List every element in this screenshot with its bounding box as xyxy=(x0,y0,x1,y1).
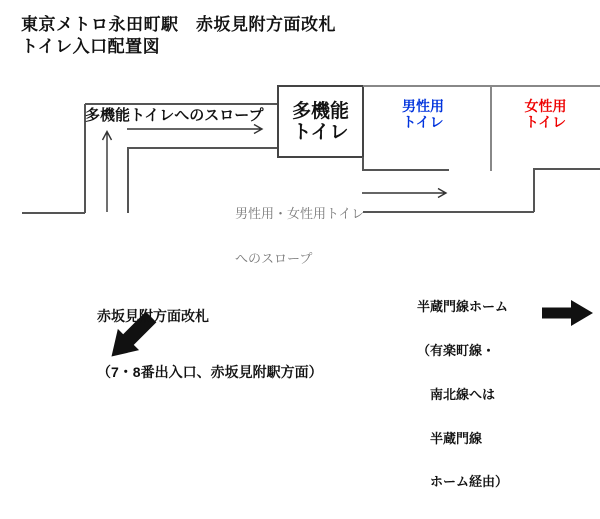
thin-up-arrow-corridor-icon xyxy=(103,132,112,213)
gate-destination-label xyxy=(97,270,323,418)
multifunction-toilet-room-label-line1: 多機能 xyxy=(291,100,349,122)
platform-destination-label xyxy=(417,271,508,519)
wall-mens-bottom xyxy=(363,157,449,170)
platform-destination-line5: ホーム経由） xyxy=(417,474,509,490)
womens-toilet-room-label xyxy=(491,98,600,130)
wall-notch-right xyxy=(534,169,600,212)
mens-toilet-room-label-line1: 男性用 xyxy=(402,98,444,114)
womens-toilet-room-label-line1: 女性用 xyxy=(524,98,567,114)
platform-destination-line1: 半蔵門線ホーム xyxy=(417,299,509,315)
gate-destination-line2: （7・8番出入口、赤坂見附駅方面） xyxy=(97,363,323,380)
page-title-line2: トイレ入口配置図 xyxy=(21,37,161,56)
thin-right-arrow-multifunction-ramp-icon xyxy=(127,125,262,134)
womens-toilet-room-label-line2: トイレ xyxy=(524,114,567,130)
mens-womens-ramp-label-line2: へのスロープ xyxy=(235,251,313,266)
page-title-line1: 東京メトロ永田町駅 赤坂見附方面改札 xyxy=(21,15,336,34)
platform-destination-line4: 半蔵門線 xyxy=(417,430,483,446)
multifunction-toilet-room-label-line2: トイレ xyxy=(292,121,349,143)
big-right-arrow-to-platform-icon xyxy=(542,300,593,326)
multifunction-ramp-label: 多機能トイレへのスロープ xyxy=(85,107,264,124)
mens-toilet-room-label-line2: トイレ xyxy=(402,114,444,130)
thin-right-arrow-mw-ramp-icon xyxy=(362,189,446,198)
gate-destination-line1: 赤坂見附方面改札 xyxy=(97,308,209,324)
mens-toilet-room-label xyxy=(363,98,483,130)
platform-destination-line2: （有楽町線・ xyxy=(417,342,496,358)
platform-destination-line3: 南北線へは xyxy=(417,386,496,402)
mens-womens-ramp-label-line1: 男性用・女性用トイレ xyxy=(235,206,365,221)
multifunction-toilet-room-label xyxy=(278,86,363,157)
